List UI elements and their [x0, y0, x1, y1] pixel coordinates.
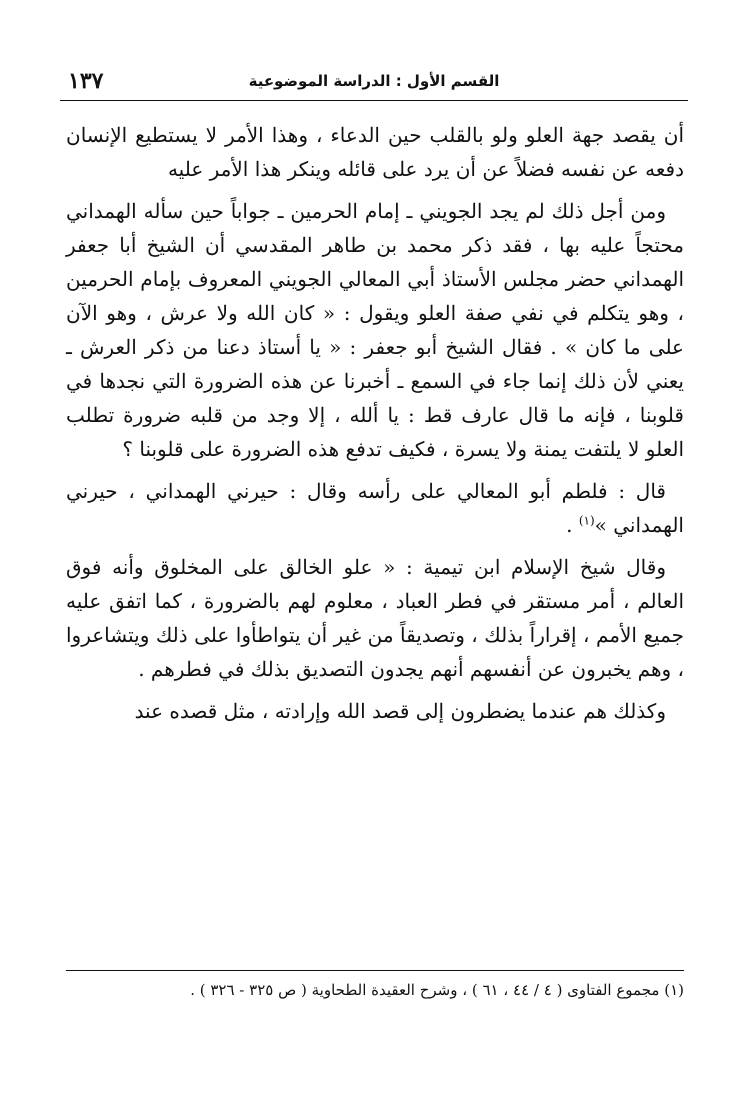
- paragraph-1: أن يقصد جهة العلو ولو بالقلب حين الدعاء ، وهذا الأمر لا يستطيع الإنسان دفعه عن نفسه فضلاً عن أن يرد على قائله وينكر هذا الأمر عليه: [66, 123, 684, 181]
- footnote-reference[interactable]: (١): [578, 513, 595, 528]
- running-header: [60, 70, 688, 101]
- paragraph-5: وكذلك هم عندما يضطرون إلى قصد الله وإرادته ، مثل قصده عند: [134, 699, 666, 723]
- paragraph-4: وقال شيخ الإسلام ابن تيمية : « علو الخالق على المخلوق وأنه فوق العالم ، أمر مستقر في فطر العباد ، معلوم لهم بالضرورة ، كما اتفق عليه جميع الأمم ، إقراراً بذلك ، وتصديقاً من غير أن يتواطأوا على ذلك ويتشاعروا ، وهم يخبرون عن أنفسهم أنهم يجدون التصديق بذلك في فطرهم .: [66, 555, 684, 681]
- page-number: ١٣٧: [68, 68, 104, 94]
- footnotes: [66, 970, 684, 1001]
- paragraph-2: ومن أجل ذلك لم يجد الجويني ـ إمام الحرمين ـ جواباً حين سأله الهمداني محتجاً عليه بها ، فقد ذكر محمد بن طاهر المقدسي أن الشيخ أبا جعفر الهمداني حضر مجلس الأستاذ أبي المعالي الجويني المعروف بإمام الحرمين ، وهو يتكلم في نفي صفة العلو ويقول : « كان الله ولا عرش ، وهو الآن على ما كان » . فقال الشيخ أبو جعفر : « يا أستاذ دعنا من ذكر العرش ـ يعني لأن ذلك إنما جاء في السمع ـ أخبرنا عن هذه الضرورة التي نجدها في قلوبنا ، فإنه ما قال عارف قط : يا ألله ، إلا وجد من قلبه ضرورة تطلب العلو لا يلتفت يمنة ولا يسرة ، فكيف تدفع هذه الضرورة على قلوبنا ؟: [66, 199, 684, 461]
- paragraph-3-text: قال : فلطم أبو المعالي على رأسه وقال : حيرني الهمداني ، حيرني الهمداني »: [66, 479, 684, 537]
- footnote-1: (١) مجموع الفتاوى ( ٤ / ٤٤ ، ٦١ ) ، وشرح العقيدة الطحاوية ( ص ٣٢٥ - ٣٢٦ ) .: [190, 981, 684, 999]
- paragraph-3-end: .: [566, 513, 579, 537]
- header-title: القسم الأول : الدراسة الموضوعية: [248, 72, 500, 90]
- body-text: [66, 118, 684, 736]
- paragraph-3: [66, 474, 684, 542]
